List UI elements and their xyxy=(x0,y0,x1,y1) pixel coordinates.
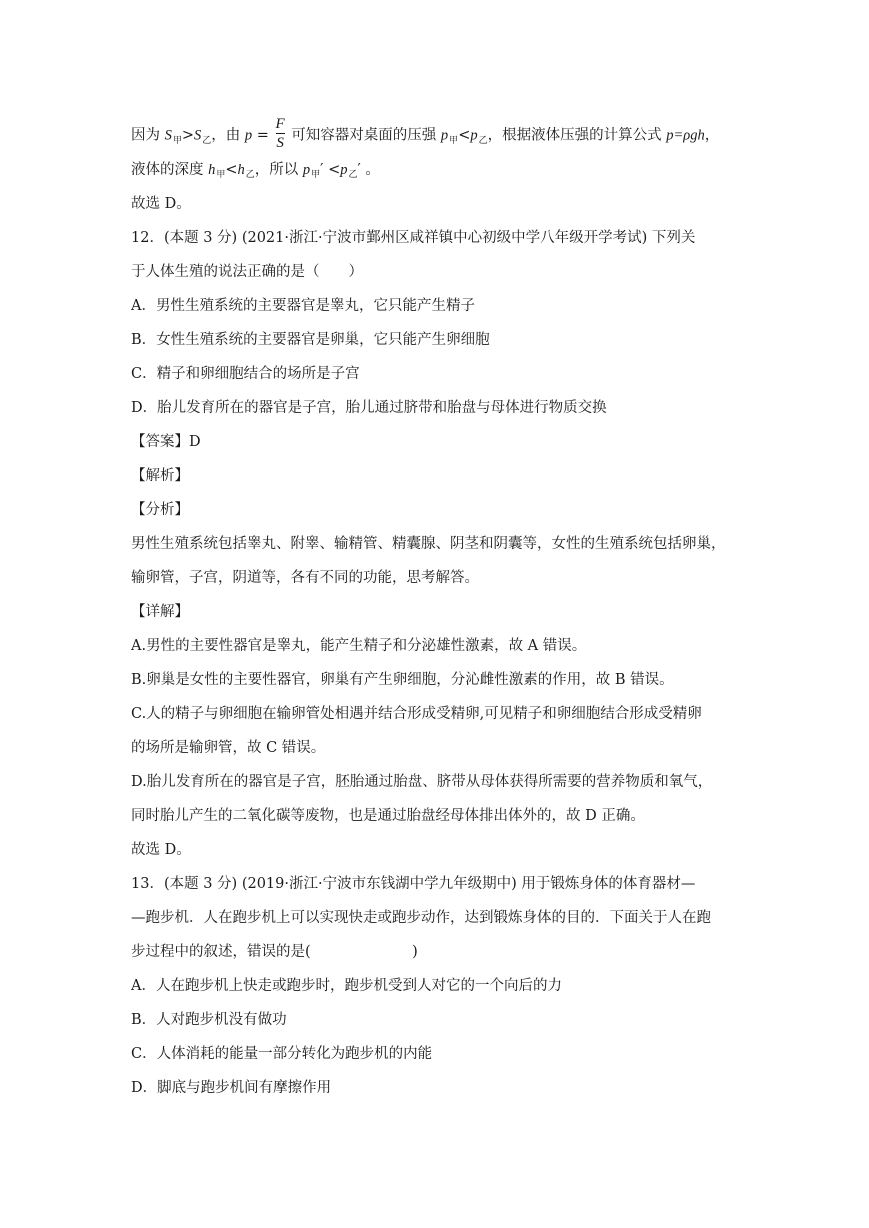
subscript: 乙 xyxy=(245,170,255,180)
text: 。 xyxy=(360,162,380,178)
q12-detail-d-line-2: 同时胎儿产生的二氧化碳等废物，也是通过胎盘经母体排出体外的，故 D 正确。 xyxy=(131,808,645,824)
math-p: p xyxy=(470,127,478,144)
text: ，根据液体压强的计算公式 xyxy=(487,127,667,144)
gt-sign: > xyxy=(181,127,195,144)
q12-stem-line-2: 于人体生殖的说法正确的是（ ） xyxy=(131,264,363,280)
q12-conclusion: 故选 D。 xyxy=(131,842,191,858)
math-p: p xyxy=(440,127,449,144)
fraction-f-over-s xyxy=(276,116,285,151)
text: ，所以 xyxy=(254,162,303,178)
q12-detail-c-line-2: 的场所是输卵管，故 C 错误。 xyxy=(131,740,326,756)
subscript: 乙 xyxy=(348,170,358,180)
q13-option-d: D．脚底与跑步机间有摩擦作用 xyxy=(131,1080,332,1096)
subscript: 乙 xyxy=(202,135,212,146)
q13-stem-line-2: —跑步机．人在跑步机上可以实现快走或跑步动作，达到锻炼身体的目的．下面关于人在跑 xyxy=(131,910,711,926)
q13-option-c: C．人体消耗的能量一部分转化为跑步机的内能 xyxy=(131,1046,433,1062)
subscript: 甲 xyxy=(449,135,459,146)
q12-detail-c-line-1: C.人的精子与卵细胞在输卵管处相遇并结合形成受精卵,可见精子和卵细胞结合形成受精卵 xyxy=(131,706,702,722)
q13-option-b: B．人对跑步机没有做功 xyxy=(131,1012,287,1028)
fraction-denominator: S xyxy=(276,135,284,151)
prime: ′ xyxy=(320,162,324,178)
text: ，由 xyxy=(211,127,245,144)
math-h: h xyxy=(208,162,216,178)
fraction-numerator: F xyxy=(275,116,285,132)
prev-answer-line-1 xyxy=(131,118,719,153)
subscript: 乙 xyxy=(478,135,488,146)
lt-sign: < xyxy=(225,162,238,178)
lt-sign: < xyxy=(323,162,341,178)
q13-stem-line-1: 13．(本题 3 分) (2019·浙江·宁波市东钱湖中学九年级期中) 用于锻炼身体的体育器材— xyxy=(131,876,696,892)
math-p: p xyxy=(340,162,348,178)
subscript: 甲 xyxy=(311,170,321,180)
text: 液体的深度 xyxy=(131,162,209,178)
q13-option-a: A．人在跑步机上快走或跑步时，跑步机受到人对它的一个向后的力 xyxy=(131,978,562,994)
q12-detail-a: A.男性的主要性器官是睾丸，能产生精子和分泌雄性激素，故 A 错误。 xyxy=(131,638,587,654)
q12-option-b: B．女性生殖系统的主要器官是卵巢，它只能产生卵细胞 xyxy=(131,332,490,348)
q12-analysis-heading: 【解析】 xyxy=(131,468,189,484)
q12-option-d: D．胎儿发育所在的器官是子宫，胎儿通过脐带和胎盘与母体进行物质交换 xyxy=(131,400,607,416)
prev-conclusion: 故选 D。 xyxy=(131,196,191,212)
q12-detail-d-line-1: D.胎儿发育所在的器官是子宫，胚胎通过胎盘、脐带从母体获得所需要的营养物质和氧气， xyxy=(131,774,713,790)
q12-answer: 【答案】D xyxy=(131,434,201,450)
q12-option-c: C．精子和卵细胞结合的场所是子宫 xyxy=(131,366,360,382)
subscript: 甲 xyxy=(216,170,226,180)
math-s: S xyxy=(164,127,172,144)
prev-answer-line-2 xyxy=(131,160,380,182)
q12-analysis-line-2: 输卵管，子宫，阴道等，各有不同的功能，思考解答。 xyxy=(131,570,479,586)
q12-detail-b: B.卵巢是女性的主要性器官，卵巢有产生卵细胞，分沁雌性激素的作用，故 B 错误。 xyxy=(131,672,674,688)
equals-sign: = xyxy=(252,127,274,144)
text: 可知容器对桌面的压强 xyxy=(286,127,441,144)
q12-detail-heading: 【详解】 xyxy=(131,604,189,620)
text: ， xyxy=(704,127,720,144)
q12-stem-line-1: 12．(本题 3 分) (2021·浙江·宁波市鄞州区咸祥镇中心初级中学八年级开学考试) 下列关 xyxy=(131,230,696,246)
math-p: p xyxy=(244,127,253,144)
fraction-bar xyxy=(276,133,285,134)
formula: p=ρgh xyxy=(666,127,705,144)
q12-analysis-subheading: 【分析】 xyxy=(131,502,189,518)
prime: ′ xyxy=(357,162,361,178)
math-h: h xyxy=(237,162,245,178)
q12-option-a: A．男性生殖系统的主要器官是睾丸，它只能产生精子 xyxy=(131,298,475,314)
q12-analysis-line-1: 男性生殖系统包括睾丸、附睾、输精管、精囊腺、阴茎和阴囊等，女性的生殖系统包括卵巢， xyxy=(131,536,726,552)
math-s: S xyxy=(194,127,202,144)
lt-sign: < xyxy=(458,127,471,144)
subscript: 甲 xyxy=(172,135,182,146)
math-p: p xyxy=(302,162,311,178)
q13-stem-line-3: 步过程中的叙述，错误的是( ) xyxy=(131,944,418,960)
text: 因为 xyxy=(131,127,165,144)
